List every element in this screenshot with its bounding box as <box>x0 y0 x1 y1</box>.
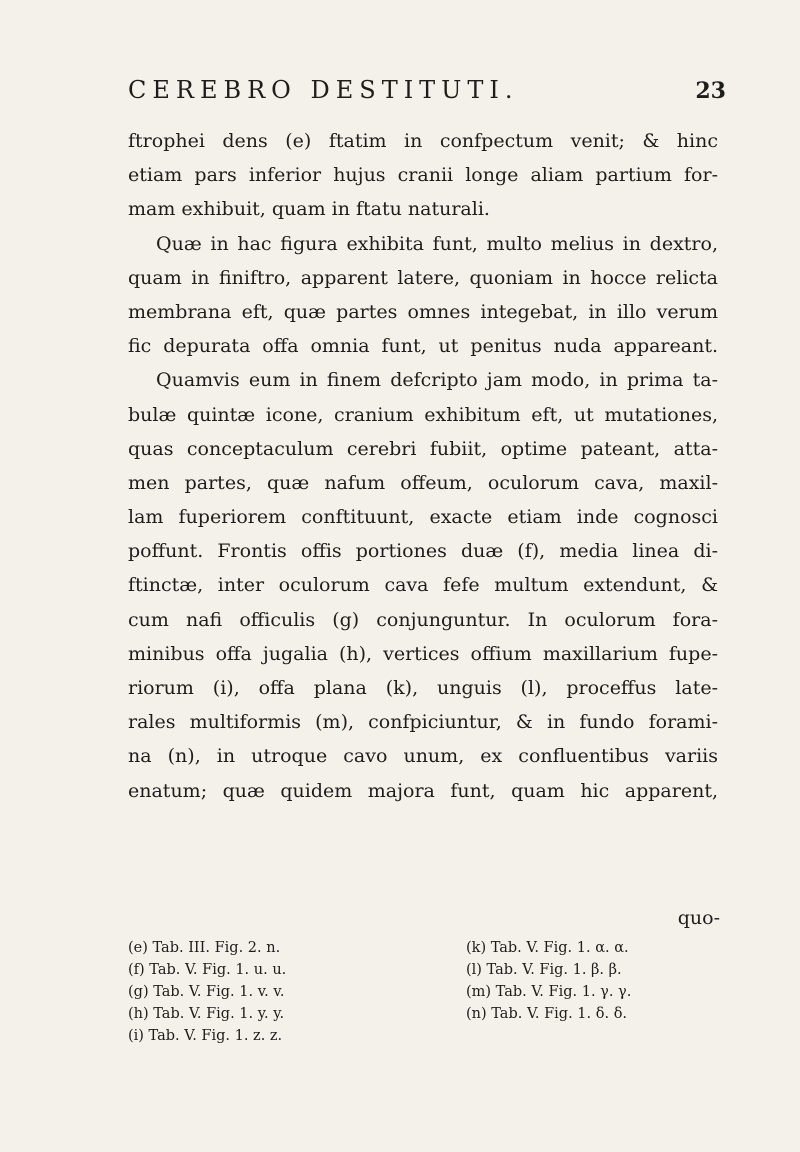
footnote: (k) Tab. V. Fig. 1. α. α. <box>466 940 629 956</box>
page-header <box>128 76 726 110</box>
text-line: rales multiformis (m), confpiciuntur, & in fundo forami- <box>128 711 718 734</box>
text-line: minibus offa jugalia (h), vertices offium maxillarium fupe- <box>128 642 718 665</box>
footnote: (m) Tab. V. Fig. 1. γ. γ. <box>466 984 632 1000</box>
text-line: Quamvis eum in finem defcripto jam modo, in prima ta- <box>156 369 718 392</box>
text-line: enatum; quæ quidem majora funt, quam hic apparent, <box>128 779 718 802</box>
page-number: 23 <box>695 78 726 104</box>
footnotes-right-column <box>466 937 726 1025</box>
footnote: (l) Tab. V. Fig. 1. β. β. <box>466 962 622 978</box>
text-line: lam fuperiorem conftituunt, exacte etiam inde cognosci <box>128 506 718 529</box>
footnote: (i) Tab. V. Fig. 1. z. z. <box>128 1028 283 1044</box>
text-line: quam in finiftro, apparent latere, quoniam in hocce relicta <box>128 266 718 289</box>
footnote: (e) Tab. III. Fig. 2. n. <box>128 940 281 956</box>
text-line: mam exhibuit, quam in ftatu naturali. <box>128 198 490 221</box>
text-line: cum nafi officulis (g) conjunguntur. In oculorum fora- <box>128 608 718 631</box>
text-line: etiam pars inferior hujus cranii longe aliam partium for- <box>128 164 718 187</box>
text-line: bulæ quintæ icone, cranium exhibitum eft, ut mutationes, <box>128 403 718 426</box>
text-line: quas conceptaculum cerebri fubiit, optime pateant, atta- <box>128 437 718 460</box>
catchword: quo- <box>677 907 720 929</box>
body-text <box>128 124 718 808</box>
text-line: men partes, quæ nafum offeum, oculorum cava, maxil- <box>128 471 718 494</box>
text-line: riorum (i), offa plana (k), unguis (l), proceffus late- <box>128 677 718 699</box>
footnote: (n) Tab. V. Fig. 1. δ. δ. <box>466 1006 628 1022</box>
text-line: ftinctæ, inter oculorum cava fefe multum extendunt, & <box>128 574 718 597</box>
footnotes-left-column <box>128 937 428 1047</box>
text-line: fic depurata offa omnia funt, ut penitus nuda appareant. <box>128 335 718 358</box>
text-line: ftrophei dens (e) ftatim in confpectum venit; & hinc <box>128 130 718 152</box>
text-line: membrana eft, quæ partes omnes integebat, in illo verum <box>128 300 718 323</box>
text-line: poffunt. Frontis offis portiones duæ (f), media linea di- <box>128 540 718 563</box>
text-line: Quæ in hac figura exhibita funt, multo melius in dextro, <box>156 232 718 255</box>
footnote: (g) Tab. V. Fig. 1. v. v. <box>128 984 285 1000</box>
footnote: (f) Tab. V. Fig. 1. u. u. <box>128 962 287 978</box>
running-title: CEREBRO DESTITUTI. <box>128 76 519 104</box>
footnote: (h) Tab. V. Fig. 1. y. y. <box>128 1006 285 1022</box>
text-line: na (n), in utroque cavo unum, ex confluentibus variis <box>128 745 718 768</box>
